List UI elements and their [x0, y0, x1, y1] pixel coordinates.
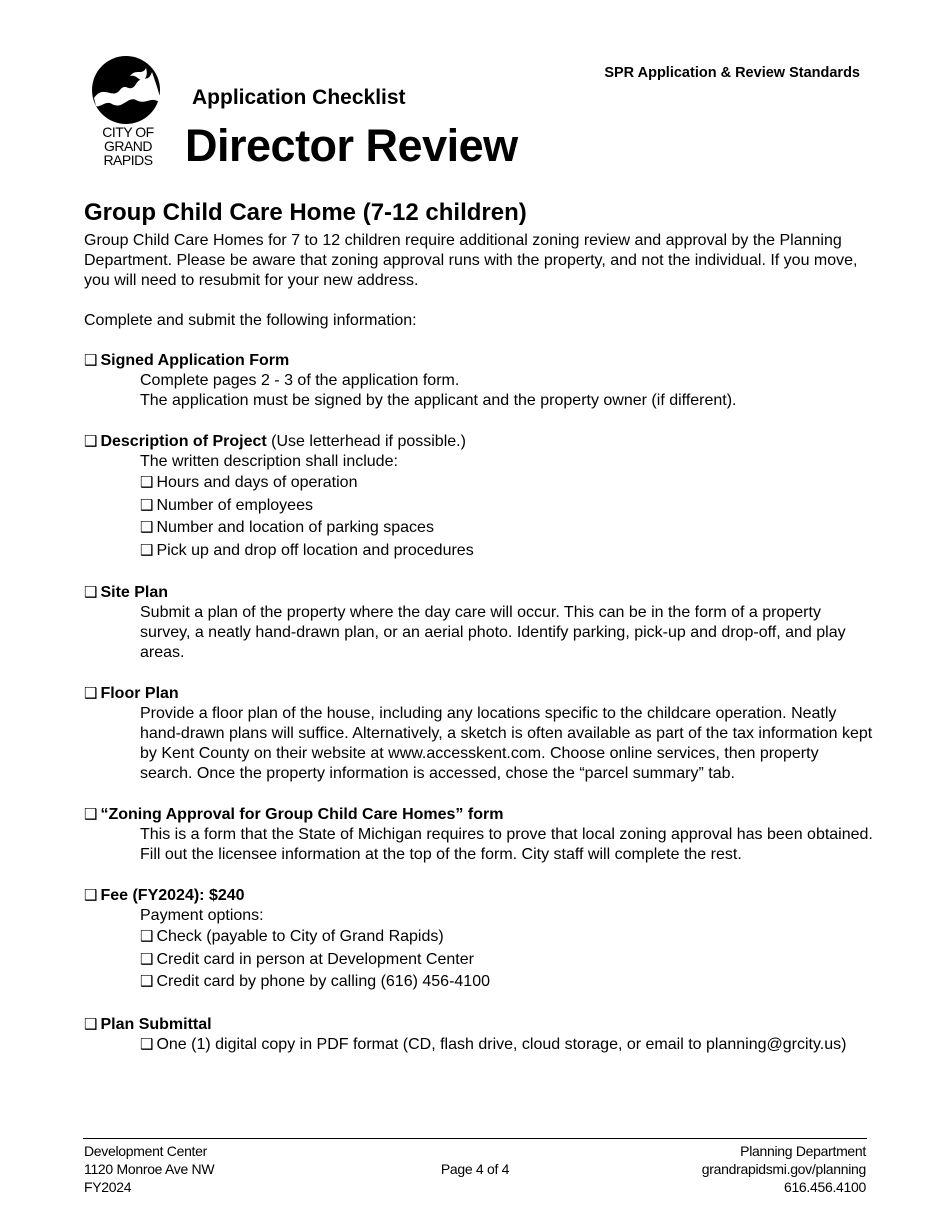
item-title: “Zoning Approval for Group Child Care Homes” form	[100, 806, 504, 823]
header-subtitle: Application Checklist	[192, 86, 406, 109]
sub-item: ❑ Hours and days of operation	[140, 474, 358, 491]
city-logo-text: CITY OF GRAND RAPIDS	[102, 124, 154, 168]
page-title: Director Review	[185, 120, 518, 171]
main-content	[84, 197, 874, 1076]
item-text: Provide a floor plan of the house, including any locations specific to the childcare operation. Neatly hand-drawn plans will suffice. Alternatively, a sketch is often available as part of the tax information kept by Kent County on their website at www.accesskent.com. Choose online services, then property search. Once the property information is accessed, chose the “parcel summary” tab.	[140, 705, 873, 782]
instructions-text: Complete and submit the following information:	[84, 312, 417, 329]
item-title: Floor Plan	[100, 685, 179, 702]
item-title: Fee (FY2024): $240	[100, 887, 245, 904]
sub-item: ❑ Number of employees	[140, 496, 313, 514]
checklist-item-fee	[84, 886, 874, 994]
page-number: Page 4 of 4	[440, 1161, 510, 1177]
checkbox-icon[interactable]: ❑	[84, 352, 98, 369]
item-text: This is a form that the State of Michigan requires to prove that local zoning approval has been obtained. Fill out the licensee information at the top of the form. City staff will complete the rest.	[140, 826, 873, 863]
header-section-label: SPR Application & Review Standards	[604, 65, 860, 81]
checkbox-icon[interactable]: ❑	[140, 973, 154, 990]
checkbox-icon[interactable]: ❑	[140, 496, 154, 514]
item-title: Site Plan	[100, 584, 169, 601]
footer-left: Development Center 1120 Monroe Ave NW FY2024	[84, 1143, 215, 1195]
item-note: (Use letterhead if possible.)	[271, 433, 466, 450]
footer-right: Planning Department grandrapidsmi.gov/planning 616.456.4100	[701, 1143, 866, 1195]
sub-item: ❑ Credit card by phone by calling (616) 456-4100	[140, 973, 490, 990]
sub-item: ❑ Number and location of parking spaces	[140, 519, 434, 536]
intro-paragraph: Group Child Care Homes for 7 to 12 children require additional zoning review and approval by the Planning Department. Please be aware that zoning approval runs with the property, and not the individual. If you move, you will need to resubmit for your new address.	[84, 232, 858, 289]
checkbox-icon[interactable]: ❑	[140, 1035, 154, 1053]
checkbox-icon[interactable]: ❑	[84, 584, 98, 601]
item-title: Plan Submittal	[100, 1015, 212, 1033]
checkbox-icon[interactable]: ❑	[140, 950, 154, 968]
checkbox-icon[interactable]: ❑	[84, 685, 98, 702]
footer-divider	[83, 1138, 867, 1139]
checkbox-icon[interactable]: ❑	[84, 806, 98, 823]
checklist-item-signed-application	[84, 351, 874, 411]
item-title: Description of Project	[100, 433, 267, 450]
checklist-item-plan-submittal	[84, 1015, 874, 1055]
item-line: The application must be signed by the applicant and the property owner (if different).	[140, 392, 737, 409]
sub-item: ❑ One (1) digital copy in PDF format (CD, flash drive, cloud storage, or email to planning@grcity.us)	[140, 1035, 847, 1053]
item-text: Payment options:	[140, 907, 264, 924]
sub-item: ❑ Credit card in person at Development Center	[140, 950, 474, 968]
checkbox-icon[interactable]: ❑	[140, 474, 154, 491]
checkbox-icon[interactable]: ❑	[140, 928, 154, 945]
checkbox-icon[interactable]: ❑	[140, 541, 154, 559]
checklist-item-zoning-approval-form	[84, 805, 874, 865]
checklist-item-site-plan	[84, 583, 874, 663]
sub-item: ❑ Check (payable to City of Grand Rapids)	[140, 928, 444, 945]
checklist-item-description	[84, 432, 874, 562]
sub-item: ❑ Pick up and drop off location and procedures	[140, 541, 474, 559]
section-heading: Group Child Care Home (7-12 children)	[84, 199, 527, 226]
checkbox-icon[interactable]: ❑	[140, 519, 154, 536]
item-title: Signed Application Form	[100, 352, 290, 369]
checklist-item-floor-plan	[84, 684, 874, 784]
item-line: Complete pages 2 - 3 of the application form.	[140, 372, 460, 389]
checkbox-icon[interactable]: ❑	[84, 1015, 98, 1033]
checkbox-icon[interactable]: ❑	[84, 433, 98, 450]
item-text: Submit a plan of the property where the day care will occur. This can be in the form of a property survey, a neatly hand-drawn plan, or an aerial photo. Identify parking, pick-up and drop-off, and play areas.	[140, 604, 846, 661]
item-text: The written description shall include:	[140, 453, 398, 470]
checkbox-icon[interactable]: ❑	[84, 887, 98, 904]
